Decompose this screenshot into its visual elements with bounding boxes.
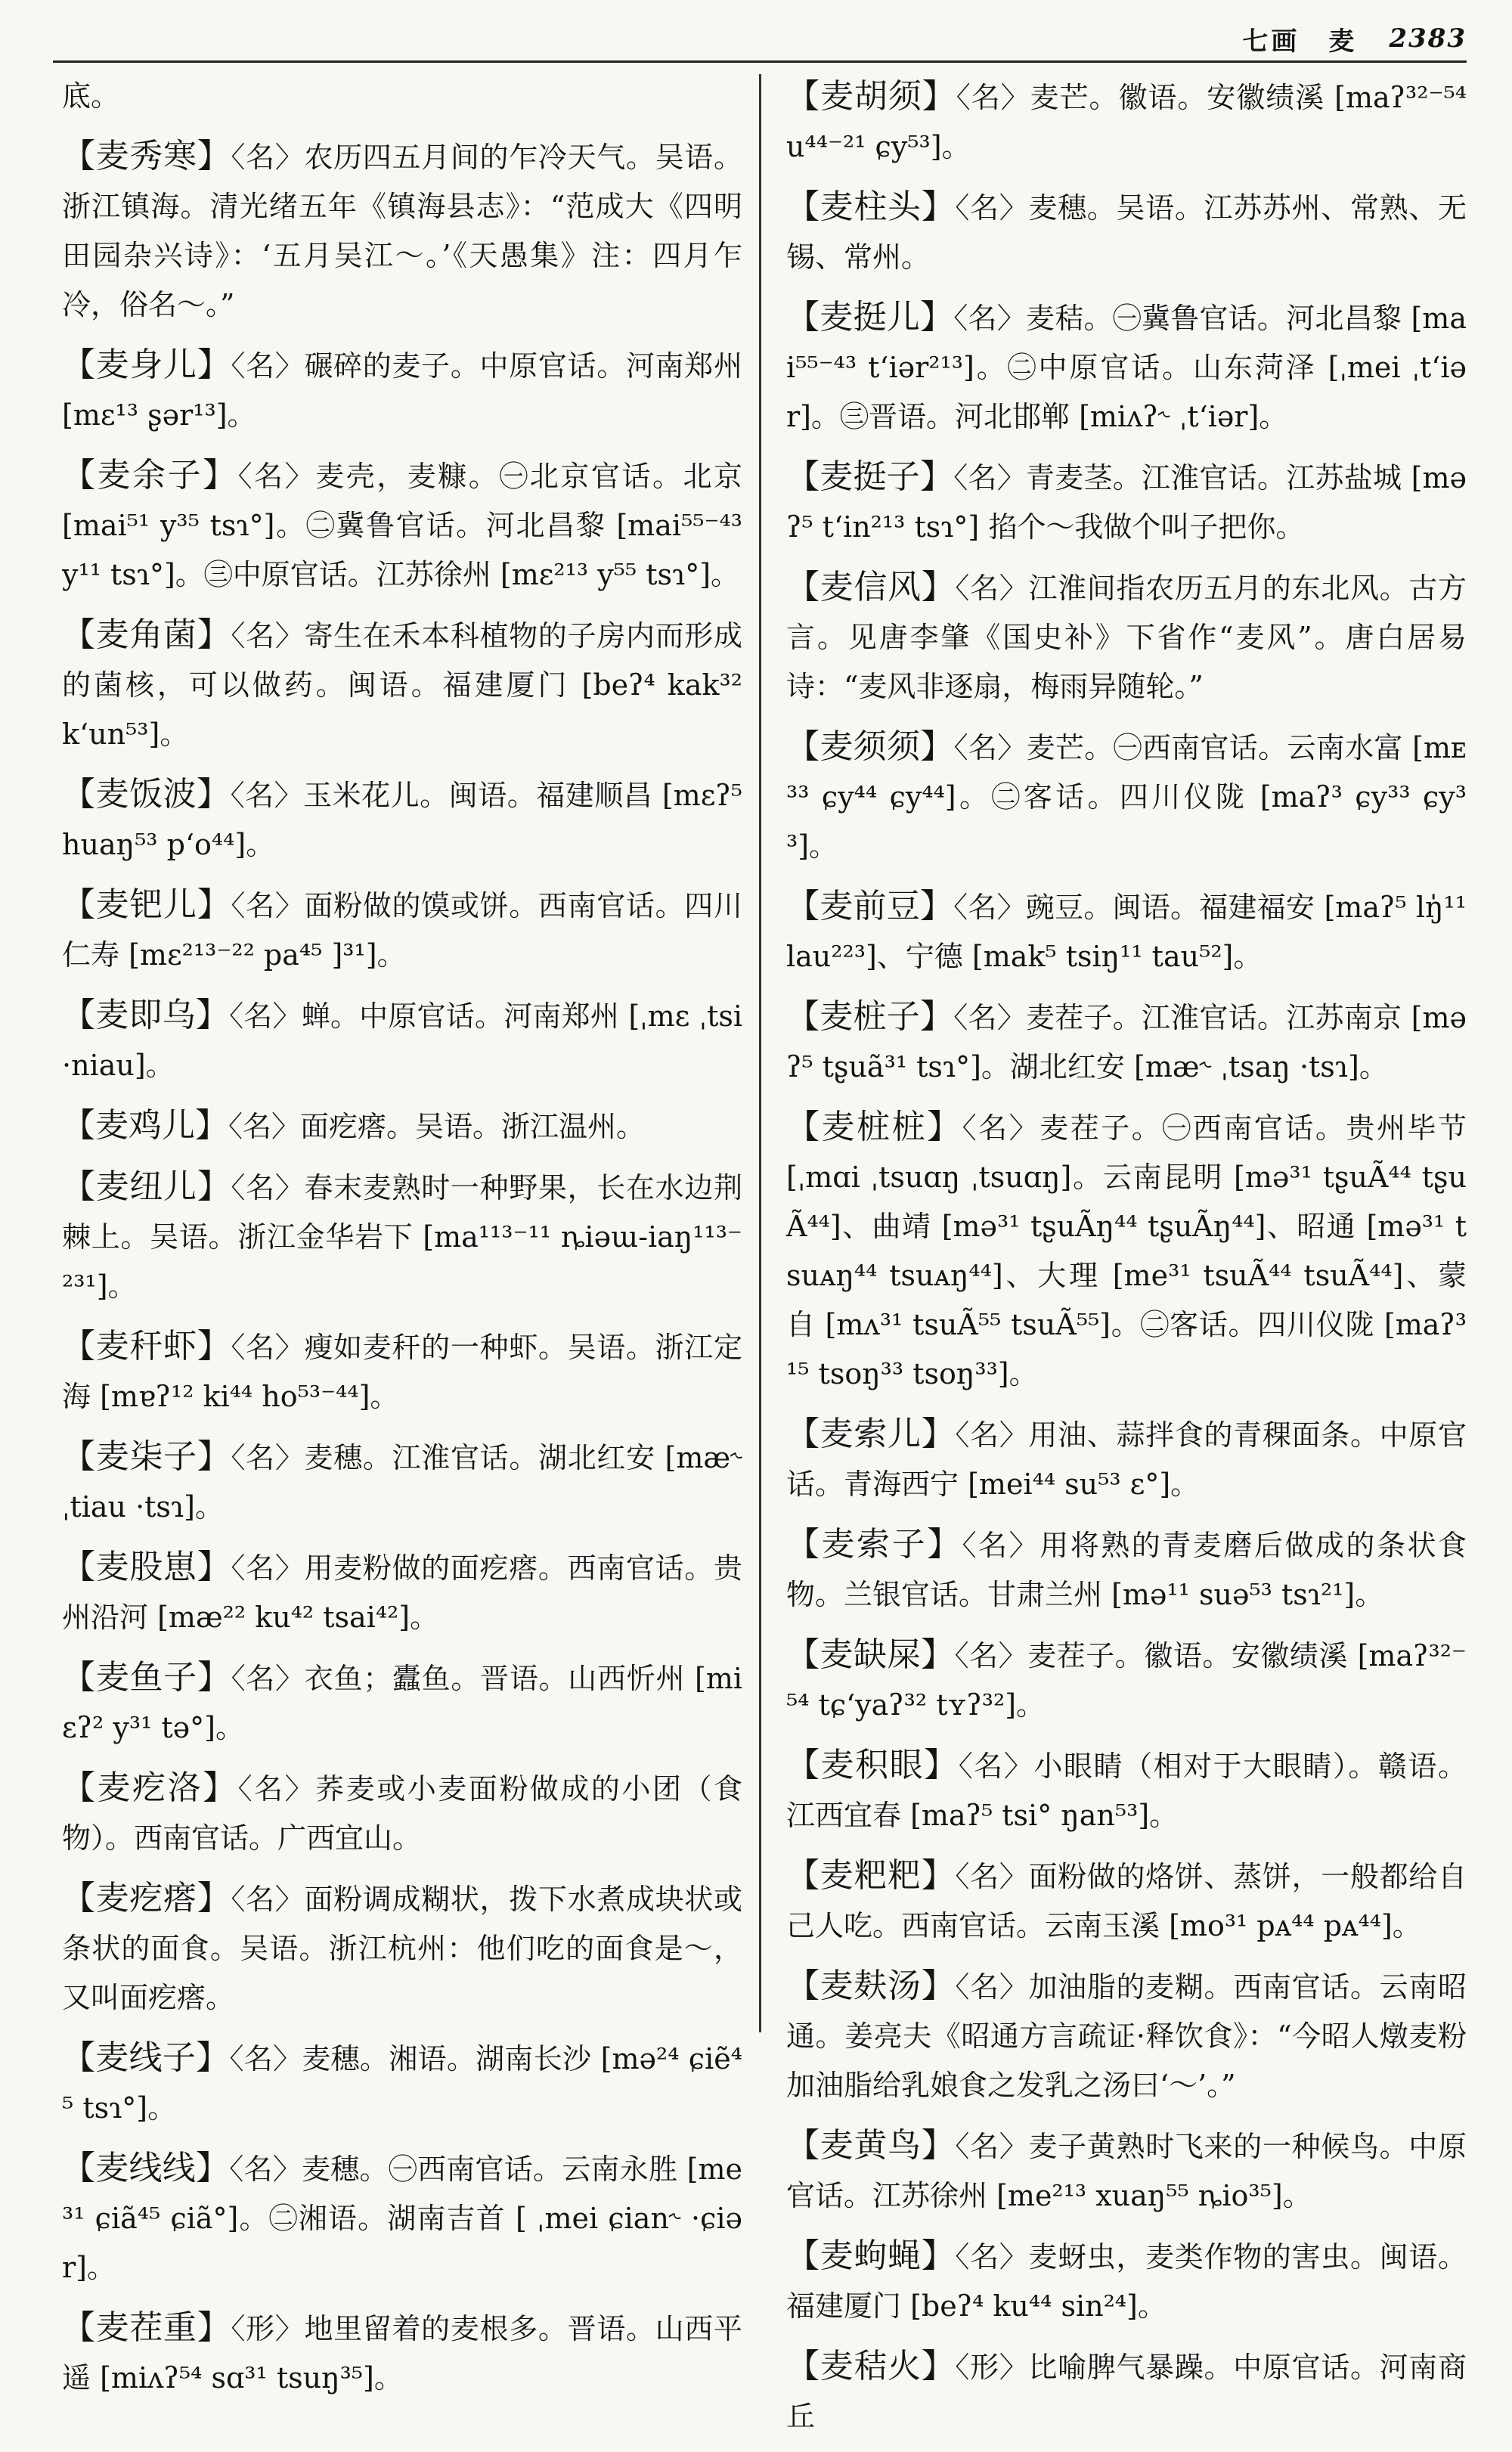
entry-headword: 【麦饭波】: [62, 775, 231, 814]
entry-headword: 【麦鱼子】: [62, 1658, 231, 1697]
entry-headword: 【麦须须】: [786, 727, 954, 766]
entry-definition: 〈名〉春末麦熟时一种野果，长在水边荆棘上。吴语。浙江金华岩下 [ma¹¹³⁻¹¹ ȵiəɯ-iaŋ¹¹³⁻²³¹]。: [62, 1171, 742, 1303]
entry-definition: 〈名〉青麦茎。江淮官话。江苏盐城 [məʔ⁵ t‘in²¹³ tsɿ°] 掐个～我做个叫子把你。: [786, 461, 1467, 544]
entry-definition: 〈名〉碾碎的麦子。中原官话。河南郑州 [mɛ¹³ ʂər¹³]。: [62, 349, 742, 432]
dictionary-entry: [62, 1432, 742, 1532]
entry-definition: 〈名〉瘦如麦秆的一种虾。吴语。浙江定海 [mɐʔ¹² ki⁴⁴ ho⁵³⁻⁴⁴]。: [62, 1331, 742, 1413]
dictionary-entry: [786, 1409, 1467, 1509]
entry-definition: 〈名〉麦穗。吴语。江苏苏州、常熟、无锡、常州。: [786, 191, 1467, 274]
right-column: [786, 72, 1467, 2452]
entry-headword: 【麦即乌】: [62, 996, 230, 1034]
entry-headword: 【麦前豆】: [786, 887, 954, 925]
dictionary-entry: [786, 72, 1467, 172]
entry-definition: 〈名〉麦茬子。徽语。安徽绩溪 [maʔ³²⁻⁵⁴ tɕ‘yaʔ³² tʏʔ³²]。: [786, 1639, 1467, 1722]
entry-headword: 【麦秆虾】: [62, 1327, 231, 1365]
column-divider: [759, 74, 761, 2032]
entry-definition: 〈名〉麦茬子。㊀西南官话。贵州毕节 [ˌmɑi ˌtsuɑŋ ˌtsuɑŋ]。云南昆明 [mə³¹ tʂuÃ⁴⁴ tʂuÃ⁴⁴]、曲靖 [mə³¹ tʂuÃŋ⁴⁴ tʂuÃŋ⁴⁴]、昭通 [mə³¹ tsuᴀŋ⁴⁴ tsuᴀŋ⁴⁴]、大理 [me³¹ tsuÃ⁴⁴ tsuÃ⁴⁴]、蒙自 [mʌ³¹ tsuÃ⁵⁵ tsuÃ⁵⁵]。㊁客话。四川仪陇 [maʔ³¹⁵ tsoŋ³³ tsoŋ³³]。: [786, 1111, 1467, 1390]
entry-definition: 〈名〉用油、蒜拌食的青稞面条。中原官话。青海西宁 [mei⁴⁴ su⁵³ ɛ°]。: [786, 1418, 1467, 1501]
entry-headword: 【麦茬重】: [62, 2308, 231, 2347]
entry-definition: 〈名〉麦子黄熟时飞来的一种候鸟。中原官话。江苏徐州 [me²¹³ xuaŋ⁵⁵ ȵio³⁵]。: [786, 2130, 1467, 2212]
dictionary-entry: [786, 992, 1467, 1092]
dictionary-entry: [786, 2342, 1467, 2441]
entry-headword: 【麦疙洛】: [62, 1768, 238, 1807]
dictionary-entry: [62, 1874, 742, 2023]
entry-headword: 【麦桩桩】: [786, 1108, 962, 1146]
entry-definition: 〈名〉豌豆。闽语。福建福安 [maʔ⁵ lŋ̍¹¹ lau²²³]、宁德 [mak⁵ tsiŋ¹¹ tau⁵²]。: [786, 891, 1467, 973]
dictionary-entry: [786, 722, 1467, 871]
entry-headword: 【麦鸡儿】: [62, 1106, 228, 1145]
entry-definition: 〈名〉麦蚜虫，麦类作物的害虫。闽语。福建厦门 [beʔ⁴ ku⁴⁴ sin²⁴]。: [786, 2240, 1467, 2323]
entry-definition: 〈形〉比喻脾气暴躁。中原官话。河南商丘: [786, 2351, 1467, 2433]
dictionary-entry: [786, 2121, 1467, 2221]
dictionary-entry: [62, 451, 742, 600]
dictionary-entry: [786, 452, 1467, 552]
entry-headword: 【麦身儿】: [62, 346, 231, 384]
dictionary-entry: [62, 1101, 742, 1152]
entry-headword: 【麦麸汤】: [786, 1967, 956, 2005]
entry-headword: 【麦积眼】: [786, 1746, 959, 1784]
dictionary-entry: [786, 1630, 1467, 1730]
entry-definition: 〈名〉农历四五月间的乍冷天气。吴语。浙江镇海。清光绪五年《镇海县志》：“范成大《四明田园杂兴诗》：‘五月吴江～。’《天愚集》注：四月乍冷，俗名～。”: [62, 141, 742, 321]
entry-definition: 〈名〉麦秸。㊀冀鲁官话。河北昌黎 [mai⁵⁵⁻⁴³ t‘iər²¹³]。㊁中原官话。山东菏泽 [ˌmei ˌt‘iər]。㊂晋语。河北邯郸 [miʌʔ˞ ˌt‘iər]。: [786, 302, 1467, 433]
left-column: [62, 72, 742, 2413]
entry-headword: 【麦线线】: [62, 2149, 230, 2187]
entry-definition: 〈名〉衣鱼；蠹鱼。晋语。山西忻州 [miɛʔ² y³¹ tə°]。: [62, 1662, 743, 1744]
dictionary-entry: [786, 182, 1467, 282]
dictionary-entry: [786, 1741, 1467, 1840]
entry-definition: 〈名〉麦穗。湘语。湖南长沙 [mə²⁴ ɕiẽ⁴⁵ tsɿ°]。: [62, 2042, 742, 2125]
entry-headword: 【麦粑粑】: [786, 1856, 956, 1895]
dictionary-entry: [62, 72, 742, 121]
entry-headword: 【麦信风】: [786, 568, 956, 606]
entry-definition: 〈名〉麦壳，麦糠。㊀北京官话。北京 [mai⁵¹ y³⁵ tsɿ°]。㊁冀鲁官话。河北昌黎 [mai⁵⁵⁻⁴³ y¹¹ tsɿ°]。㊂中原官话。江苏徐州 [mɛ²¹³ y⁵⁵ tsɿ°]。: [62, 460, 742, 591]
entry-definition: 底。: [62, 79, 120, 113]
entry-headword: 【麦桩子】: [786, 997, 954, 1036]
entry-headword: 【麦㭍子】: [62, 1437, 231, 1476]
entry-headword: 【麦柱头】: [786, 188, 956, 226]
entry-headword: 【麦挺儿】: [786, 298, 954, 336]
entry-definition: 〈形〉地里留着的麦根多。晋语。山西平遥 [miʌʔ⁵⁴ sɑ³¹ tsuŋ³⁵]。: [62, 2312, 742, 2395]
dictionary-entry: [62, 1322, 742, 1421]
dictionary-entry: [786, 563, 1467, 711]
entry-definition: 〈名〉用麦粉做的面疙瘩。西南官话。贵州沿河 [mæ²² ku⁴² tsai⁴²]。: [62, 1551, 742, 1634]
dictionary-entry: [786, 1961, 1467, 2110]
dictionary-entry: [62, 990, 742, 1090]
dictionary-entry: [62, 880, 742, 980]
entry-headword: 【麦线子】: [62, 2038, 230, 2077]
entry-headword: 【麦余子】: [62, 456, 238, 494]
dictionary-entry: [62, 2033, 742, 2133]
dictionary-entry: [62, 770, 742, 870]
dictionary-entry: [62, 340, 742, 440]
entry-headword: 【麦索儿】: [786, 1415, 956, 1453]
page-number: 2383: [1389, 23, 1467, 54]
entry-headword: 【麦黄鸟】: [786, 2126, 956, 2165]
entry-headword: 【麦挺子】: [786, 457, 954, 496]
running-header: [53, 17, 1467, 60]
entry-headword: 【麦纽儿】: [62, 1167, 231, 1206]
dictionary-entry: [786, 882, 1467, 981]
entry-definition: 〈名〉麦穗。江淮官话。湖北红安 [mæ˞ ˌtiau ·tsɿ]。: [62, 1441, 742, 1524]
entry-headword: 【麦股崽】: [62, 1548, 231, 1586]
entry-definition: 〈名〉寄生在禾本科植物的子房内而形成的菌核，可以做药。闽语。福建厦门 [beʔ⁴ kak³² k‘un⁵³]。: [62, 619, 742, 751]
entry-headword: 【麦索子】: [786, 1525, 962, 1564]
dictionary-entry: [786, 1520, 1467, 1620]
entry-definition: 〈名〉麦穗。㊀西南官话。云南永胜 [me³¹ ɕiã⁴⁵ ɕiã°]。㊁湘语。湖南吉首 [ ˌmei ɕian˞ ·ɕiər]。: [62, 2153, 742, 2284]
dictionary-entry: [62, 2303, 742, 2403]
entry-definition: 〈名〉江淮间指农历五月的东北风。古方言。见唐李肇《国史补》下省作“麦风”。唐白居易诗：“麦风非逐扇，梅雨异随轮。”: [786, 572, 1467, 703]
entry-headword: 【麦蚼蝇】: [786, 2237, 956, 2275]
entry-definition: 〈名〉麦芒。㊀西南官话。云南水富 [mᴇ³³ ɕy⁴⁴ ɕy⁴⁴]。㊁客话。四川仪陇 [maʔ³ ɕy³³ ɕy³³]。: [786, 731, 1467, 863]
entry-headword: 【麦秀寒】: [62, 137, 231, 175]
dictionary-entry: [62, 132, 742, 330]
entry-definition: 〈名〉面粉做的馍或饼。西南官话。四川仁寿 [mɛ²¹³⁻²² pa⁴⁵ ]³¹]。: [62, 889, 742, 972]
entry-definition: 〈名〉小眼睛（相对于大眼睛）。赣语。江西宜春 [maʔ⁵ tsi° ŋan⁵³]。: [786, 1750, 1467, 1832]
entry-definition: 〈名〉面粉调成糊状，拨下水煮成块状或条状的面食。吴语。浙江杭州：他们吃的面食是～，又叫面疙瘩。: [62, 1883, 742, 2014]
dictionary-entry: [62, 610, 742, 759]
dictionary-entry: [786, 2231, 1467, 2331]
entry-headword: 【麦秸火】: [786, 2347, 956, 2385]
entry-headword: 【麦角菌】: [62, 615, 231, 654]
entry-definition: 〈名〉麦茬子。江淮官话。江苏南京 [məʔ⁵ tʂuã³¹ tsɿ°]。湖北红安 [mæ˞ ˌtsaŋ ·tsɿ]。: [786, 1001, 1467, 1083]
entry-definition: 〈名〉麦芒。徽语。安徽绩溪 [maʔ³²⁻⁵⁴ u⁴⁴⁻²¹ ɕy⁵³]。: [786, 81, 1467, 163]
section-title: 七画 麦: [1242, 26, 1358, 57]
dictionary-entry: [62, 1542, 742, 1642]
dictionary-entry: [62, 2144, 742, 2292]
entry-headword: 【麦缺屎】: [786, 1635, 955, 1674]
entry-definition: 〈名〉面粉做的烙饼、蒸饼，一般都给自己人吃。西南官话。云南玉溪 [mo³¹ pᴀ⁴⁴ pᴀ⁴⁴]。: [786, 1860, 1467, 1942]
dictionary-entry: [786, 293, 1467, 442]
dictionary-entry: [786, 1851, 1467, 1951]
entry-definition: 〈名〉加油脂的麦糊。西南官话。云南昭通。姜亮夫《昭通方言疏证·释饮食》：“今昭人燉麦粉加油脂给乳娘食之发乳之汤曰‘～’。”: [786, 1970, 1467, 2102]
entry-headword: 【麦钯儿】: [62, 885, 231, 924]
header-rule: [53, 60, 1467, 63]
dictionary-entry: [62, 1653, 742, 1753]
dictionary-entry: [786, 1102, 1467, 1399]
entry-definition: 〈名〉面疙瘩。吴语。浙江温州。: [228, 1110, 646, 1143]
entry-definition: 〈名〉蝉。中原官话。河南郑州 [ˌmɛ ˌtsi ·niau]。: [62, 1000, 743, 1082]
entry-headword: 【麦疙瘩】: [62, 1879, 231, 1917]
entry-definition: 〈名〉用将熟的青麦磨后做成的条状食物。兰银官话。甘肃兰州 [mə¹¹ suə⁵³ tsɿ²¹]。: [786, 1529, 1467, 1611]
dictionary-entry: [62, 1763, 742, 1863]
entry-definition: 〈名〉荞麦或小麦面粉做成的小团（食物）。西南官话。广西宜山。: [62, 1772, 742, 1855]
dictionary-entry: [62, 1162, 742, 1311]
entry-definition: 〈名〉玉米花儿。闽语。福建顺昌 [mɛʔ⁵ huaŋ⁵³ p‘o⁴⁴]。: [62, 779, 743, 861]
entry-headword: 【麦胡须】: [786, 77, 956, 116]
